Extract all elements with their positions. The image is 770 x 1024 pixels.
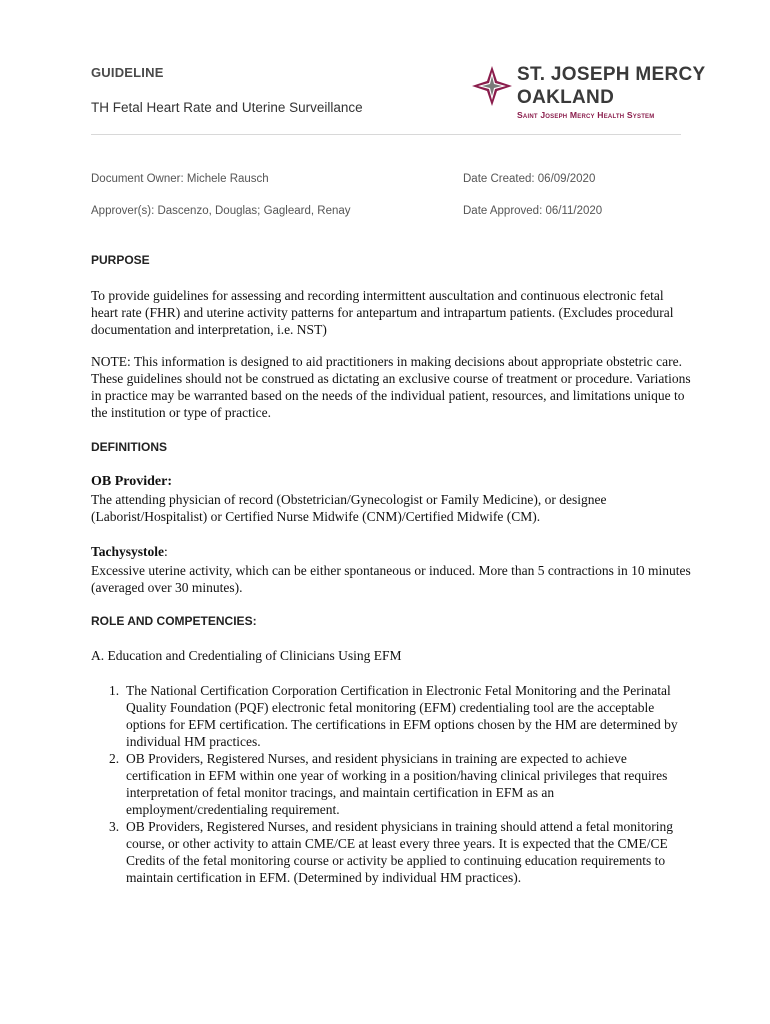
list-item-number: 1. xyxy=(109,683,120,698)
cross-logo-icon xyxy=(472,66,512,106)
tachysystole-term: Tachysystole xyxy=(91,544,165,559)
note-paragraph: NOTE: This information is designed to aid practitioners in making decisions about appropriate obstetric care. These guidelines should not be construed as dictating an exclusive course of treatment or procedure. Variations in practice may be warranted based on the needs of the individual patient, resources, and limitations unique to the institution or type of practice. xyxy=(91,354,691,420)
list-item-text: OB Providers, Registered Nurses, and resident physicians in training are expected to achieve certification in EFM within one year of working in a position/having clinical privileges that requires interpretation of fetal monitor tracings, and maintain certification in EFM as an employment/credentialing requirement. xyxy=(126,751,668,817)
purpose-paragraph: To provide guidelines for assessing and recording intermittent auscultation and continuous electronic fetal heart rate (FHR) and uterine activity patterns for antepartum and intrapartum patients. (Excludes procedural documentation and interpretation, i.e. NST) xyxy=(91,288,674,337)
header-divider xyxy=(91,134,681,135)
date-created: Date Created: 06/09/2020 xyxy=(463,173,596,185)
logo-name-line2: OAKLAND xyxy=(517,87,615,108)
document-owner: Document Owner: Michele Rausch xyxy=(91,173,269,185)
logo-name-line1: ST. JOSEPH MERCY xyxy=(517,64,706,85)
tachysystole-term-line xyxy=(91,544,168,560)
definitions-heading: DEFINITIONS xyxy=(91,440,168,454)
competency-list xyxy=(91,682,691,886)
logo-system-name: Saint Joseph Mercy Health System xyxy=(517,110,655,120)
tachysystole-definition: Excessive uterine activity, which can be either spontaneous or induced. More than 5 contractions in 10 minutes (averaged over 30 minutes). xyxy=(91,563,691,595)
tachysystole-colon: : xyxy=(164,544,168,559)
document-type-label: GUIDELINE xyxy=(91,65,164,80)
roles-heading: ROLE AND COMPETENCIES: xyxy=(91,614,257,628)
subsection-a-title: A. Education and Credentialing of Clinicians Using EFM xyxy=(91,648,402,663)
list-item-text: OB Providers, Registered Nurses, and resident physicians in training should attend a fetal monitoring course, or other activity to attain CME/CE at least every three years. It is expected that the CME/CE Credits of the fetal monitoring course or activity be applied to continuing education requirements to maintain certification in EFM. (Determined by individual HM practices). xyxy=(126,819,674,885)
document-title: TH Fetal Heart Rate and Uterine Surveillance xyxy=(91,100,363,115)
list-item xyxy=(91,682,691,750)
list-item xyxy=(91,818,691,886)
ob-provider-definition: The attending physician of record (Obstetrician/Gynecologist or Family Medicine), or designee (Laborist/Hospitalist) or Certified Nurse Midwife (CNM)/Certified Midwife (CM). xyxy=(91,492,607,524)
date-approved: Date Approved: 06/11/2020 xyxy=(463,205,603,217)
approvers: Approver(s): Dascenzo, Douglas; Gagleard, Renay xyxy=(91,205,351,217)
purpose-heading: PURPOSE xyxy=(91,253,150,267)
list-item-number: 3. xyxy=(109,819,120,834)
ob-provider-term: OB Provider: xyxy=(91,474,173,489)
list-item xyxy=(91,750,691,818)
list-item-number: 2. xyxy=(109,751,120,766)
list-item-text: The National Certification Corporation Certification in Electronic Fetal Monitoring and the Perinatal Quality Foundation (PQF) electronic fetal monitoring (EFM) credentialing tool are the acceptable options for EFM certification. The certifications in EFM options chosen by the HM are determined by individual HM practices. xyxy=(126,683,678,749)
